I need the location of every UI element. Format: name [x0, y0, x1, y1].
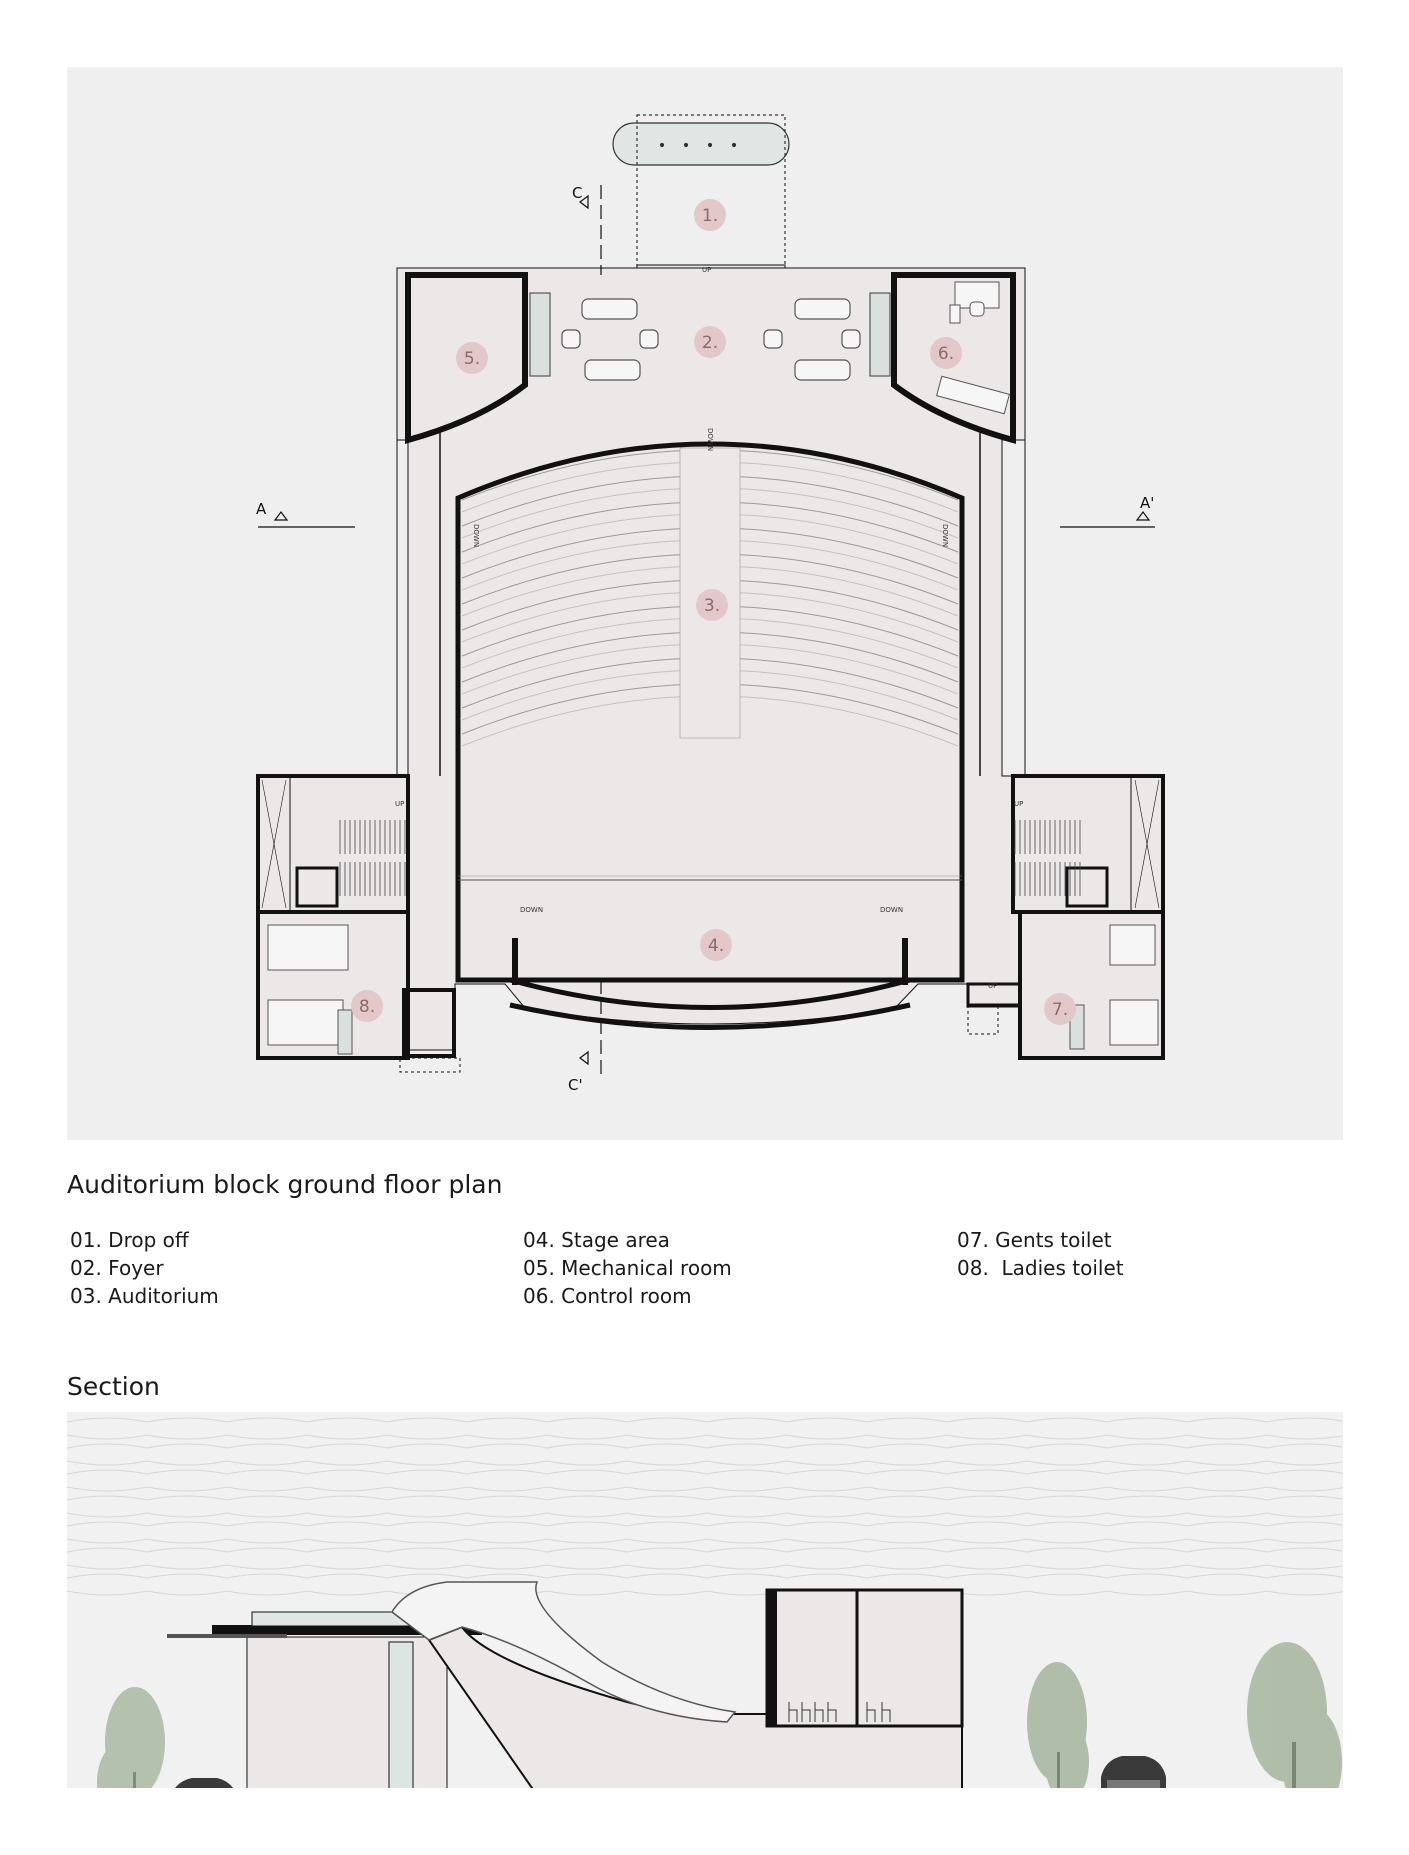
section-marker-c-top: C — [572, 184, 583, 202]
legend-item-drop-off: 01. Drop off — [70, 1228, 189, 1252]
section-title: Section — [67, 1372, 160, 1401]
section-drawing — [67, 1412, 1343, 1788]
stair-label-down-left: DOWN — [472, 524, 480, 548]
stair-label-down-right: DOWN — [941, 524, 949, 548]
room-number-4: 4. — [707, 936, 725, 956]
stair-label-down-stage-right: DOWN — [880, 906, 904, 914]
stair-label-up-right: UP — [1014, 800, 1024, 808]
room-number-1: 1. — [701, 206, 719, 226]
stair-label-up-stage-right: UP — [988, 982, 998, 990]
legend-item-control-room: 06. Control room — [523, 1284, 692, 1308]
section-marker-a-right: A' — [1140, 494, 1155, 512]
room-number-5: 5. — [463, 349, 481, 369]
room-number-2: 2. — [701, 333, 719, 353]
room-number-6: 6. — [937, 344, 955, 364]
legend-item-auditorium: 03. Auditorium — [70, 1284, 219, 1308]
control-block — [767, 1590, 962, 1726]
legend-item-foyer: 02. Foyer — [70, 1256, 164, 1280]
stair-label-up-left: UP — [395, 800, 405, 808]
room-number-8: 8. — [358, 997, 376, 1017]
legend-item-gents-toilet: 07. Gents toilet — [957, 1228, 1112, 1252]
legend-item-ladies-toilet: 08. Ladies toilet — [957, 1256, 1124, 1280]
room-number-3: 3. — [703, 596, 721, 616]
plan-title: Auditorium block ground floor plan — [67, 1170, 503, 1199]
legend-column-3 — [957, 1226, 1124, 1282]
legend-item-mechanical-room: 05. Mechanical room — [523, 1256, 732, 1280]
stair-label-up-drop-off: UP — [702, 266, 712, 274]
legend-column-1 — [70, 1226, 219, 1310]
legend-item-stage-area: 04. Stage area — [523, 1228, 670, 1252]
room-number-7: 7. — [1051, 1000, 1069, 1020]
section-marker-a-left: A — [256, 500, 267, 518]
stair-label-down-aisle: DOWN — [706, 428, 714, 452]
legend-column-2 — [523, 1226, 732, 1310]
section-marker-c-bottom: C' — [568, 1076, 583, 1094]
stair-label-down-stage-left: DOWN — [520, 906, 544, 914]
